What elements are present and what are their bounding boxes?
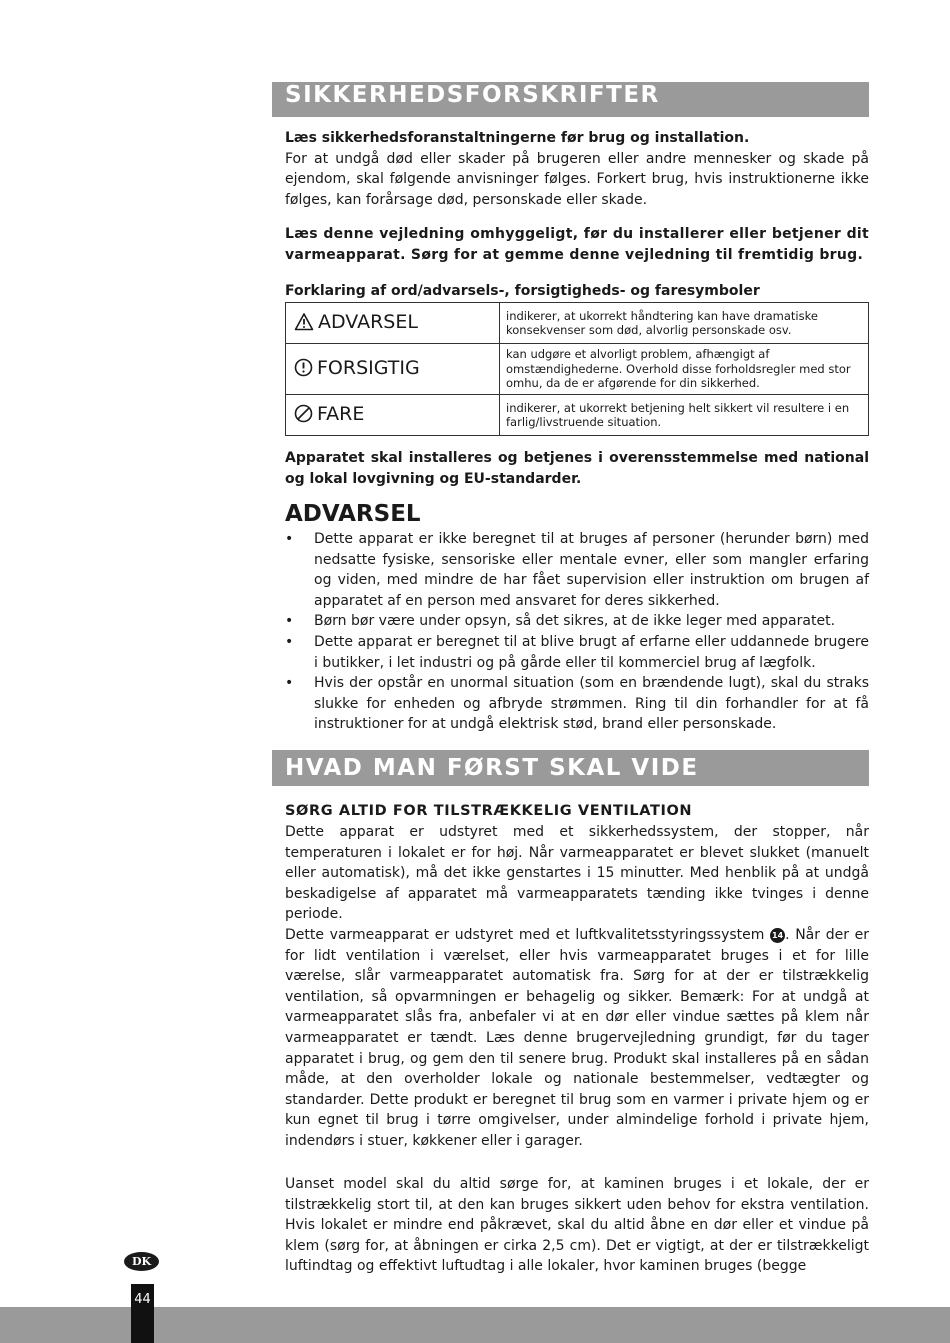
- read-notice: Læs denne vejledning omhyggeligt, før du installerer eller betjener dit varmeapparat. Sørg for at gemme denne vejledning til fremtidig brug.: [285, 226, 869, 263]
- symbol-description: indikerer, at ukorrekt håndtering kan have dramatiske konsekvenser som død, alvorlig personskade osv.: [500, 303, 869, 344]
- warning-list: [285, 529, 869, 735]
- list-item: • Dette apparat er beregnet til at blive brugt af erfarne eller uddannede brugere i butikker, i let industri og på gårde eller til kommerciel brug af lægfolk.: [285, 632, 869, 673]
- symbol-label: FARE: [317, 402, 365, 425]
- language-badge: DK: [124, 1252, 159, 1271]
- symbol-row-fare: [286, 395, 869, 436]
- install-notice: Apparatet skal installeres og betjenes i overensstemmelse med national og lokal lovgivning og EU-standarder.: [285, 450, 869, 487]
- page-number-tab: [131, 1284, 154, 1343]
- ventilation-paragraph: [285, 822, 869, 1152]
- warning-triangle-icon: [294, 312, 314, 336]
- list-item: • Dette apparat er ikke beregnet til at bruges af personer (herunder børn) med nedsatte fysiske, sensoriske eller mentale evner, eller som mangler erfaring og viden, med mindre de har fået supervision eller instruktion om brugen af apparatet af en person med ansvaret for deres sikkerhed.: [285, 529, 869, 611]
- symbol-row-advarsel: [286, 303, 869, 344]
- ventilation-text-b-rest: . Når der er for lidt ventilation i værelset, eller hvis varmeapparatet bruges i et for lille værelse, slår varmeapparatet automatisk fra. Sørg for at der er tilstrækkelig ventilation, så opvarmningen er behagelig og sikker. Bemærk: For at undgå at varmeapparatet slås fra, anbefaler vi at en dør eller vindue sættes på klem når varmeapparatet er tændt. Læs denne brugervejledning grundigt, før du tager apparatet i brug, og gem den til senere brug. Produkt skal installeres på en sådan måde, at den overholder lokale og nationale bestemmelser, vedtægter og standarder. Dette produkt er beregnet til brug som en varmer i private hjem og er kun egnet til brug i tørre omgivelser, under almindelige forhold i private hjem, indendørs i stuer, køkkener eller i garager.: [285, 926, 870, 1149]
- exclamation-circle-icon: [294, 358, 313, 382]
- symbol-row-forsigtig: [286, 344, 869, 395]
- advarsel-heading: ADVARSEL: [285, 501, 421, 527]
- symbol-description: kan udgøre et alvorligt problem, afhængigt af omstændighederne. Overhold disse forholdsregler med stor omhu, da de er afgørende for din sikkerhed.: [500, 344, 869, 395]
- reference-number-badge: 14: [770, 928, 785, 943]
- symbols-table: [285, 302, 869, 436]
- symbol-label-cell: [286, 344, 500, 395]
- list-item: • Hvis der opstår en unormal situation (som en brændende lugt), skal du straks slukke for enheden og afbryde strømmen. Ring til din forhandler for at få instruktioner for at undgå elektrisk stød, brand eller personskade.: [285, 673, 869, 735]
- symbol-label: ADVARSEL: [318, 310, 418, 333]
- intro-bold-text: Læs sikkerhedsforanstaltningerne før brug og installation.: [285, 130, 750, 146]
- symbol-label: FORSIGTIG: [317, 356, 420, 379]
- symbol-description: indikerer, at ukorrekt betjening helt sikkert vil resultere i en farlig/livstruende situation.: [500, 395, 869, 436]
- ventilation-text-a: Dette apparat er udstyret med et sikkerhedssystem, der stopper, når temperaturen i lokalet er for høj. Når varmeapparatet er blevet slukket (manuelt eller automatisk), må det ikke genstartes i 15 minutter. Med henblik på at undgå beskadigelse af apparatet må varmeapparatets tænding ikke tvinges i denne periode.: [285, 824, 869, 923]
- symbol-label-cell: [286, 395, 500, 436]
- section-title-first-know: HVAD MAN FØRST SKAL VIDE: [272, 750, 869, 786]
- intro-block: [285, 128, 869, 210]
- room-size-paragraph: Uanset model skal du altid sørge for, at kaminen bruges i et lokale, der er tilstrækkelig stort til, at den kan bruges sikkert uden behov for ekstra ventilation. Hvis lokalet er mindre end påkrævet, skal du altid åbne en dør eller et vindue på klem (sørg for, at åbningen er cirka 2,5 cm). Det er vigtigt, at der er tilstrækkeligt luftindtag og effektivt luftudtag i alle lokaler, hvor kaminen bruges (begge: [285, 1176, 869, 1275]
- ventilation-subheading: SØRG ALTID FOR TILSTRÆKKELIG VENTILATION: [285, 803, 693, 819]
- prohibited-icon: [294, 404, 313, 428]
- ventilation-text-b-start: Dette varmeapparat er udstyret med et luftkvalitetsstyringssystem: [285, 926, 765, 943]
- symbol-label-cell: [286, 303, 500, 344]
- intro-text: For at undgå død eller skader på brugeren eller andre mennesker og skade på ejendom, skal følgende anvisninger følges. Forkert brug, hvis instruktionerne ikke følges, kan forårsage død, personskade eller skade.: [285, 150, 869, 208]
- ventilation-text-b: [285, 925, 869, 1152]
- page-number: 44: [134, 1292, 151, 1307]
- section-title-safety: SIKKERHEDSFORSKRIFTER: [272, 82, 869, 117]
- list-item: • Børn bør være under opsyn, så det sikres, at de ikke leger med apparatet.: [285, 611, 869, 632]
- symbols-explanation-title: Forklaring af ord/advarsels-, forsigtigheds- og faresymboler: [285, 283, 760, 299]
